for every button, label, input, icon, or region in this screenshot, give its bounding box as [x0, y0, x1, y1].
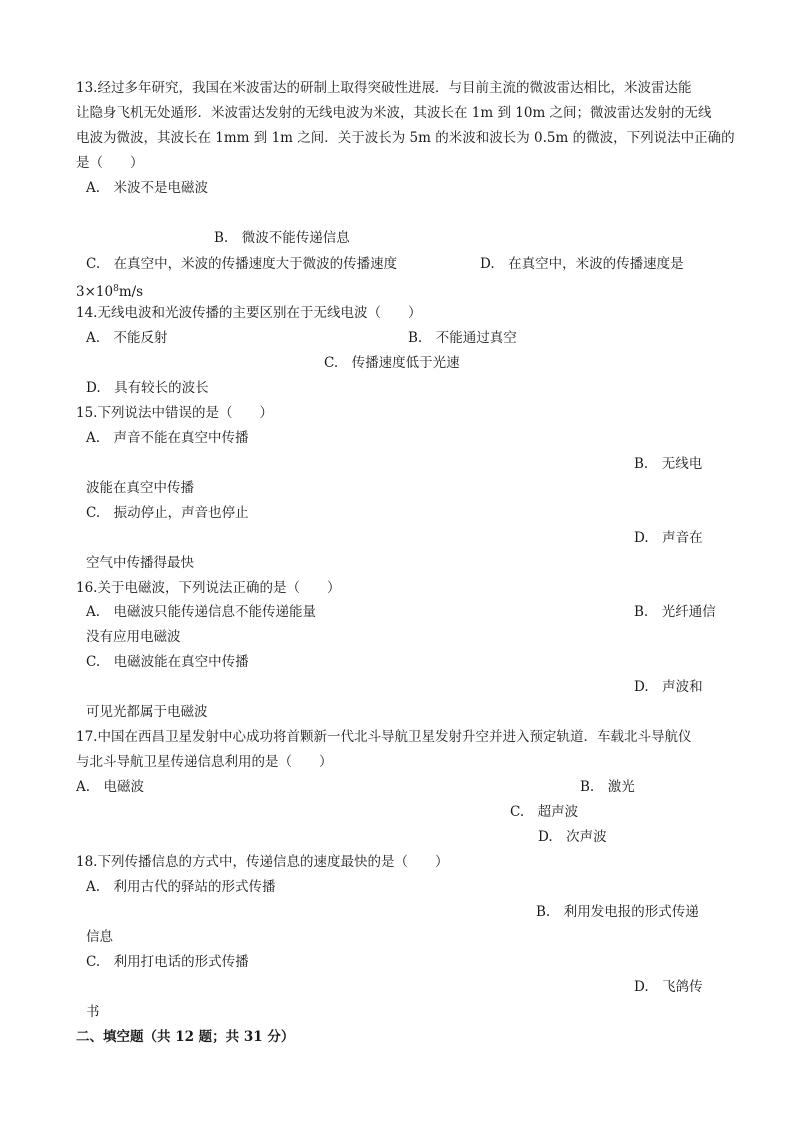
speed-base: 3×10: [76, 284, 114, 300]
q16-option-c[interactable]: C. 电磁波能在真空中传播: [86, 654, 249, 670]
q16-option-b-continuation: 没有应用电磁波: [86, 629, 181, 645]
q17-option-a[interactable]: A. 电磁波: [76, 779, 145, 795]
q14-option-d[interactable]: D. 具有较长的波长: [86, 380, 209, 396]
q15-option-c[interactable]: C. 振动停止，声音也停止: [86, 505, 249, 521]
q17-stem-line2: 与北斗导航卫星传递信息利用的是（ ）: [76, 754, 333, 770]
q18-option-c[interactable]: C. 利用打电话的形式传播: [86, 954, 249, 970]
q13-stem-line2: 让隐身飞机无处遁形．米波雷达发射的无线电波为米波，其波长在 1m 到 10m 之间；微波雷达发射的无线: [76, 105, 712, 121]
q18-option-b-continuation: 信息: [86, 929, 113, 945]
q13-option-a[interactable]: A. 米波不是电磁波: [86, 180, 209, 196]
section-heading-fill-in: 二、填空题（共 12 题；共 31 分）: [76, 1029, 295, 1045]
q13-stem-line3: 电波为微波，其波长在 1mm 到 1m 之间．关于波长为 5m 的米波和波长为 0.5m 的微波，下列说法中正确的: [76, 130, 735, 146]
q14-option-b[interactable]: B. 不能通过真空: [408, 330, 517, 346]
q15-option-d-continuation: 空气中传播得最快: [86, 555, 194, 571]
q15-stem: 15.下列说法中错误的是（ ）: [76, 405, 273, 421]
q15-option-a[interactable]: A. 声音不能在真空中传播: [86, 430, 249, 446]
q18-option-d[interactable]: D. 飞鸽传: [634, 979, 703, 995]
q16-option-b[interactable]: B. 光纤通信: [634, 604, 716, 620]
q18-option-a[interactable]: A. 利用古代的驿站的形式传播: [86, 879, 276, 895]
q13-option-d-continuation: [76, 279, 143, 302]
speed-exponent: 8: [113, 284, 119, 294]
q18-option-b[interactable]: B. 利用发电报的形式传递: [536, 904, 699, 920]
q17-option-c[interactable]: C. 超声波: [510, 804, 579, 820]
q15-option-b-continuation: 波能在真空中传播: [86, 480, 194, 496]
q15-option-d[interactable]: D. 声音在: [634, 530, 703, 546]
q16-option-d[interactable]: D. 声波和: [634, 679, 703, 695]
q14-option-c[interactable]: C. 传播速度低于光速: [324, 355, 460, 371]
q13-option-b[interactable]: B. 微波不能传递信息: [214, 230, 350, 246]
q13-stem-line4: 是（ ）: [76, 155, 144, 171]
q14-stem: 14.无线电波和光波传播的主要区别在于无线电波（ ）: [76, 305, 422, 321]
q16-stem: 16.关于电磁波，下列说法正确的是（ ）: [76, 580, 341, 596]
q16-option-a[interactable]: A. 电磁波只能传递信息不能传递能量: [86, 604, 317, 620]
q18-stem: 18.下列传播信息的方式中，传递信息的速度最快的是（ ）: [76, 854, 449, 870]
q18-option-d-continuation: 书: [86, 1004, 100, 1020]
speed-unit: m/s: [118, 284, 144, 300]
q17-stem-line1: 17.中国在西昌卫星发射中心成功将首颗新一代北斗导航卫星发射升空并进入预定轨道．车载北斗导航仪: [76, 729, 692, 745]
q13-stem-line1: 13.经过多年研究，我国在米波雷达的研制上取得突破性进展．与目前主流的微波雷达相比，米波雷达能: [76, 80, 692, 96]
q17-option-b[interactable]: B. 激光: [580, 779, 635, 795]
q13-option-d[interactable]: D. 在真空中，米波的传播速度是: [480, 256, 684, 272]
q15-option-b[interactable]: B. 无线电: [634, 456, 703, 472]
q14-option-a[interactable]: A. 不能反射: [86, 330, 168, 346]
q17-option-d[interactable]: D. 次声波: [538, 829, 607, 845]
q13-option-c[interactable]: C. 在真空中，米波的传播速度大于微波的传播速度: [86, 256, 398, 272]
q16-option-d-continuation: 可见光都属于电磁波: [86, 704, 208, 720]
